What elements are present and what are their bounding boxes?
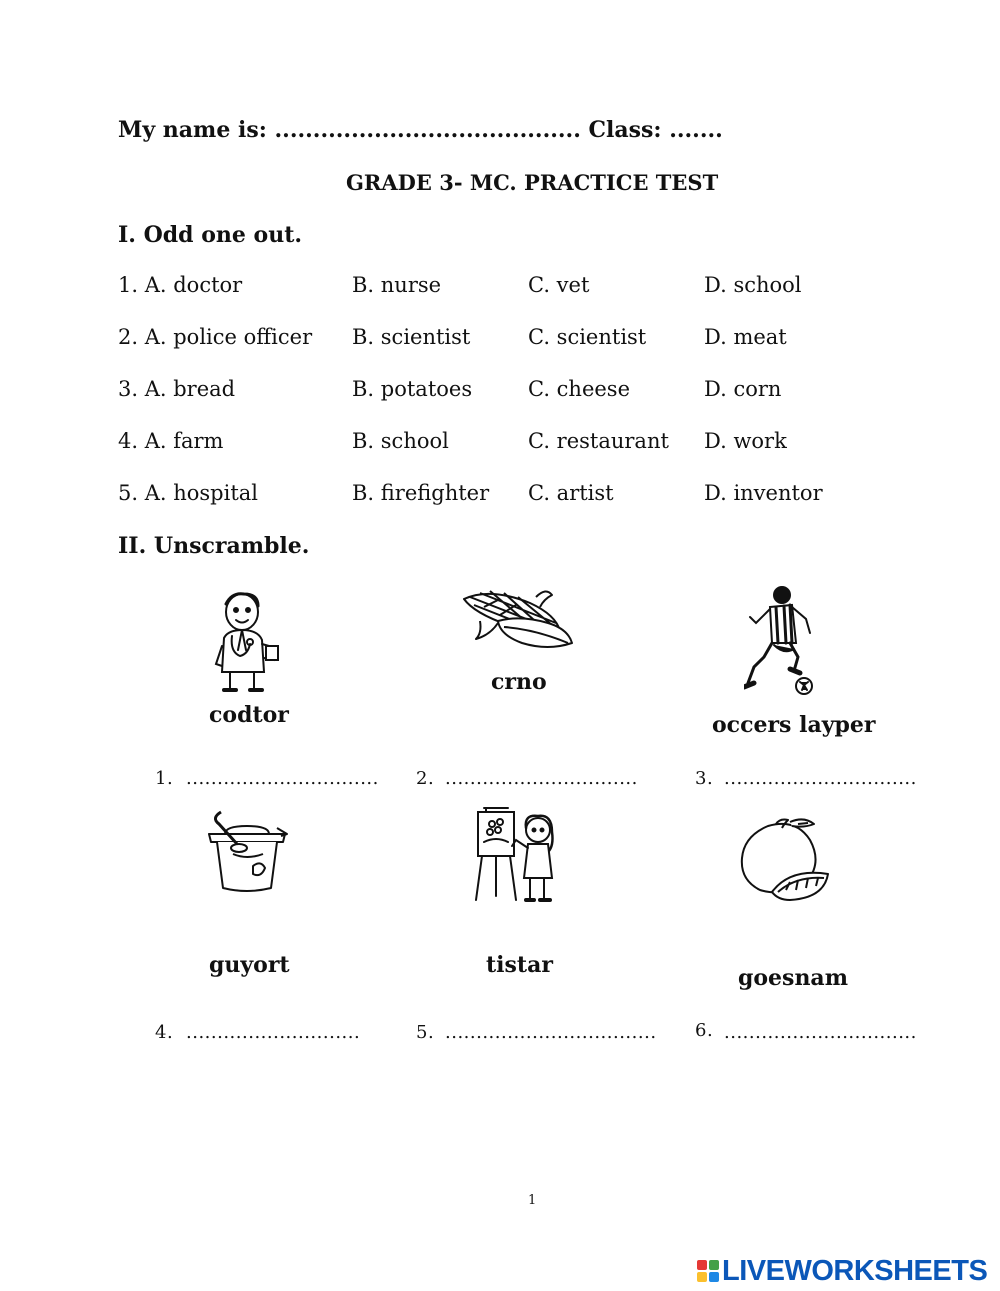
option-d: D. inventor — [704, 481, 823, 505]
yogurt-picture — [203, 808, 291, 894]
option-c: C. restaurant — [528, 429, 669, 453]
option-d: D. school — [704, 273, 802, 297]
answer-number: 6. — [695, 1020, 714, 1041]
corn-picture — [460, 585, 576, 655]
doctor-picture — [208, 590, 288, 696]
answer-blank[interactable]: .................................. — [445, 1022, 657, 1043]
mango-picture — [738, 818, 834, 902]
option-c: C. cheese — [528, 377, 631, 401]
option-a: 2. A. police officer — [118, 325, 313, 349]
scrambled-word-6: goesnam — [738, 965, 848, 991]
scrambled-word-3: occers layper — [712, 712, 876, 738]
liveworksheets-logo[interactable] — [697, 1254, 987, 1288]
answer-number: 3. — [695, 768, 714, 789]
scrambled-word-5: tistar — [486, 952, 553, 978]
artist-picture — [472, 806, 564, 902]
option-b: B. scientist — [352, 325, 471, 349]
answer-blank[interactable]: ............................ — [186, 1022, 361, 1043]
name-class-line: My name is: ........................................ Class: ....... — [118, 117, 723, 143]
option-b: B. school — [352, 429, 449, 453]
option-a: 5. A. hospital — [118, 481, 259, 505]
scrambled-word-1: codtor — [209, 702, 289, 728]
option-c: C. vet — [528, 273, 590, 297]
scrambled-word-2: crno — [491, 669, 547, 695]
answer-number: 4. — [155, 1022, 174, 1043]
logo-blocks-icon — [697, 1260, 719, 1282]
page-number: 1 — [528, 1193, 537, 1208]
option-a: 3. A. bread — [118, 377, 236, 401]
answer-number: 2. — [416, 768, 435, 789]
section-2-heading: II. Unscramble. — [118, 533, 310, 559]
option-d: D. work — [704, 429, 787, 453]
option-a: 4. A. farm — [118, 429, 224, 453]
option-d: D. corn — [704, 377, 782, 401]
answer-number: 5. — [416, 1022, 435, 1043]
option-d: D. meat — [704, 325, 787, 349]
answer-number: 1. — [155, 768, 174, 789]
answer-blank[interactable]: ............................... — [724, 768, 917, 789]
option-c: C. scientist — [528, 325, 647, 349]
answer-blank[interactable]: ............................... — [724, 1022, 917, 1043]
soccer-player-picture — [744, 583, 820, 696]
option-b: B. nurse — [352, 273, 442, 297]
brand-name: LIVEWORKSHEETS — [722, 1254, 988, 1287]
option-b: B. potatoes — [352, 377, 473, 401]
option-c: C. artist — [528, 481, 614, 505]
option-a: 1. A. doctor — [118, 273, 243, 297]
scrambled-word-4: guyort — [209, 952, 290, 978]
answer-blank[interactable]: ............................... — [186, 768, 379, 789]
answer-blank[interactable]: ............................... — [445, 768, 638, 789]
page-title: GRADE 3- MC. PRACTICE TEST — [346, 170, 719, 195]
option-b: B. firefighter — [352, 481, 490, 505]
section-1-heading: I. Odd one out. — [118, 222, 303, 248]
